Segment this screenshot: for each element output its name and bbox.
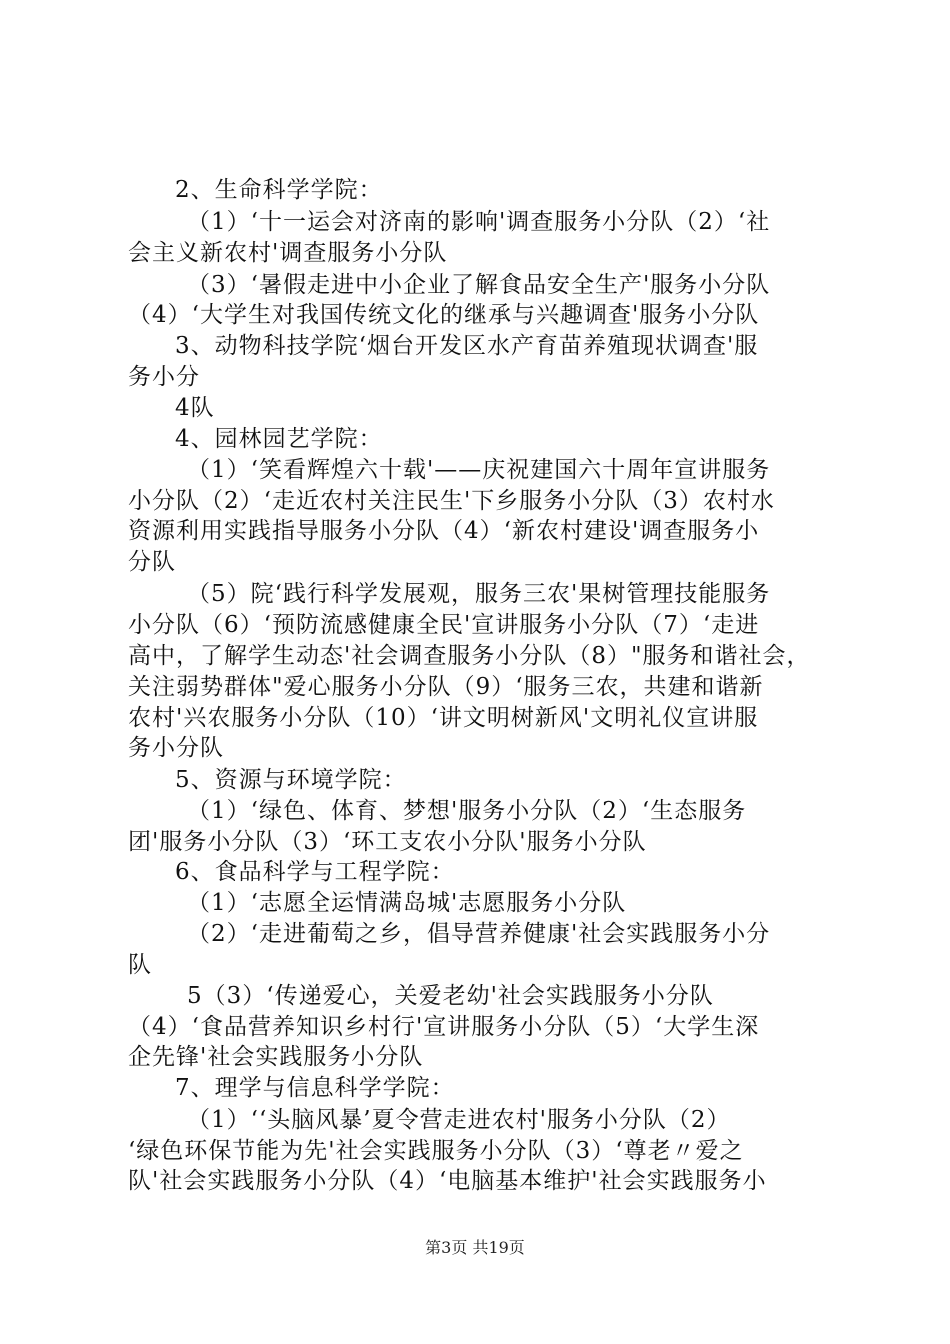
text-line: （3）‘暑假走进中小企业了解食品安全生产'服务小分队 xyxy=(187,272,771,298)
text-line: 会主义新农村'调查服务小分队 xyxy=(128,240,448,266)
text-line: 企先锋'社会实践服务小分队 xyxy=(128,1044,424,1070)
text-line: 4、园林园艺学院： xyxy=(175,426,383,452)
text-line: 小分队（6）‘预防流感健康全民'宣讲服务小分队（7）‘走进 xyxy=(128,612,760,638)
text-line: 4队 xyxy=(175,395,215,421)
text-line: 小分队（2）‘走近农村关注民生'下乡服务小分队（3）农村水 xyxy=(128,488,775,514)
text-line: 5、资源与环境学院： xyxy=(175,767,407,793)
text-line: 资源利用实践指导服务小分队（4）‘新农村建设'调查服务小 xyxy=(128,518,760,544)
text-line: 高中，了解学生动态'社会调查服务小分队（8）"服务和谐社会， xyxy=(128,643,811,669)
text-line: （4）‘大学生对我国传统文化的继承与兴趣调查'服务小分队 xyxy=(128,302,760,328)
text-line: 关注弱势群体"爱心服务小分队（9）‘服务三农，共建和谐新 xyxy=(128,674,764,700)
text-line: 务小分 xyxy=(128,364,200,390)
text-line: （1）‘绿色、体育、梦想'服务小分队（2）‘生态服务 xyxy=(187,798,747,824)
text-line: 2、生命科学学院： xyxy=(175,177,383,203)
text-line: 5（3）‘传递爱心，关爱老幼'社会实践服务小分队 xyxy=(187,983,714,1009)
text-line: （2）‘走进葡萄之乡，倡导营养健康'社会实践服务小分 xyxy=(187,921,771,947)
text-line: 7、理学与信息科学学院： xyxy=(175,1075,455,1101)
text-line: 务小分队 xyxy=(128,735,224,761)
text-line: 3、动物科技学院‘烟台开发区水产育苗养殖现状调查'服 xyxy=(175,333,759,359)
text-line: ‘绿色环保节能为先'社会实践服务小分队（3）‘尊老〃爱之 xyxy=(128,1138,744,1164)
text-line: 分队 xyxy=(128,549,176,575)
text-line: 队'社会实践服务小分队（4）‘电脑基本维护'社会实践服务小 xyxy=(128,1168,767,1194)
text-line: （5）院‘践行科学发展观，服务三农'果树管理技能服务 xyxy=(187,581,771,607)
text-line: 团'服务小分队（3）‘环工支农小分队'服务小分队 xyxy=(128,829,647,855)
text-line: （4）‘食品营养知识乡村行'宣讲服务小分队（5）‘大学生深 xyxy=(128,1014,760,1040)
text-line: （1）‘笑看辉煌六十载'——庆祝建国六十周年宣讲服务 xyxy=(187,457,771,483)
text-line: 队 xyxy=(128,952,152,978)
text-line: 6、食品科学与工程学院： xyxy=(175,859,455,885)
page-number-footer: 第3页 共19页 xyxy=(425,1238,525,1257)
text-line: 农村'兴农服务小分队（10）‘讲文明树新风'文明礼仪宣讲服 xyxy=(128,705,759,731)
text-line: （1）‘‘头脑风暴’夏令营走进农村'服务小分队（2） xyxy=(187,1107,731,1133)
text-line: （1）‘志愿全运情满岛城'志愿服务小分队 xyxy=(187,890,627,916)
text-line: （1）‘十一运会对济南的影响'调查服务小分队（2）‘社 xyxy=(187,209,771,235)
